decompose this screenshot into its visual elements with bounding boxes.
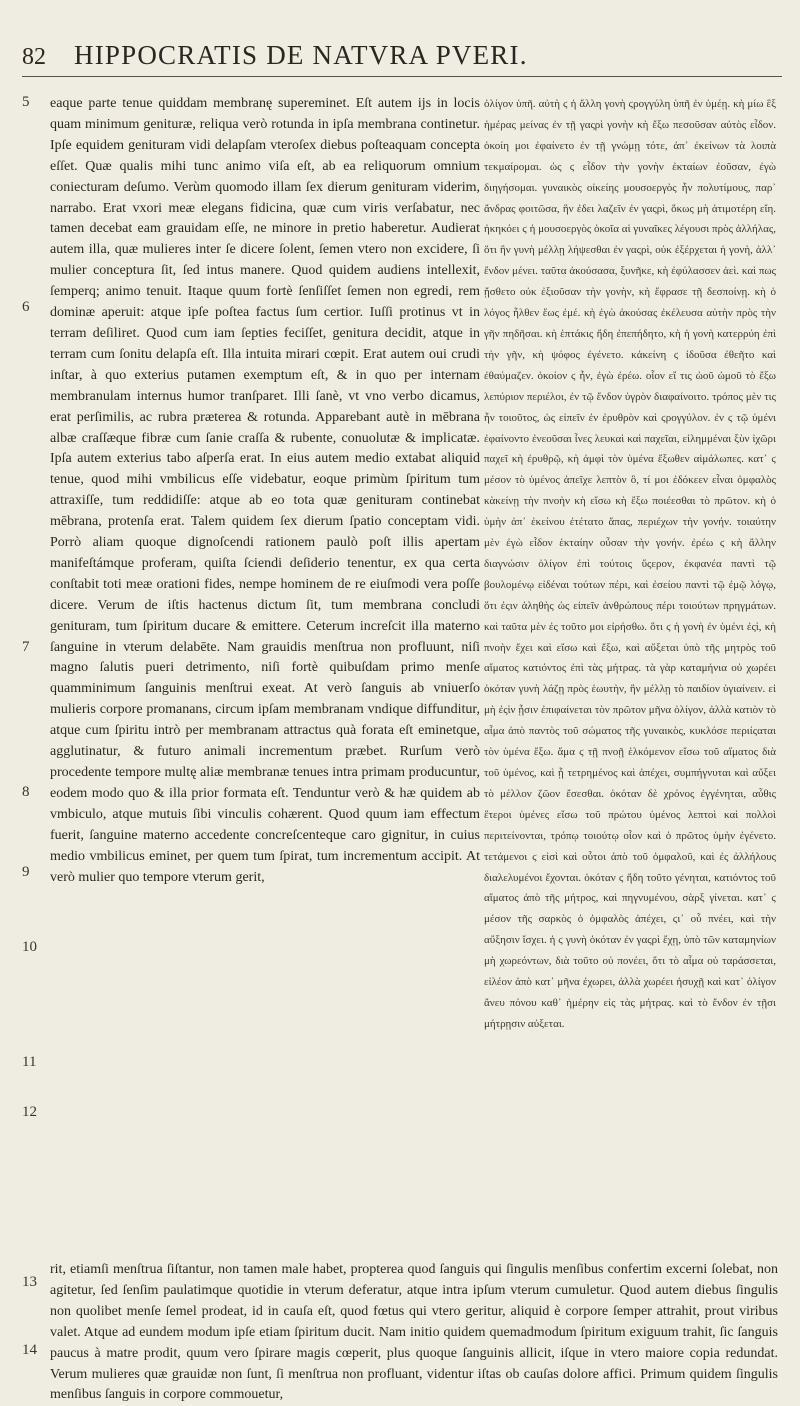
margin-number: 8 [22, 784, 30, 800]
latin-column [50, 94, 480, 888]
greek-paragraph: ὀλίγον ὑπῆ. αὐτὴ ϛ ἡ ἄλλη γονὴ ϛρογγύλη ὑπῆ ἐν ὑμέῃ. κὴ μίω ἓξ ἡμέρας μείνας ἐν τῇ γαςρὶ γονὴν κὴ ἔξω πεσοῦσαν αὐτὸς εἶδον. ὁκοίη μοι ἐφαίνετο ἐν τῇ γνώμῃ τότε, ἀπ᾽ ἐκείνων τὰ λοιπὰ τεκμαίρομαι. ὡς ϛ εἶδον τὴν γονὴν ἐκταίων ἐοῦσαν, ἐγὼ διηγήσομαι. γυναικὸς οἰκείης μουσοεργὸς ἦν πολυτίμους, παρ᾽ ἄνδρας φοιτῶσα, ἣν ἐδει λαζεῖν ἐν γαςρὶ, ὅκως μὴ ἀτιμοτέρη εἴη. ἠκηκόει ϛ ἡ μουσοεργὸς ὁκοῖα αἱ γυναῖκες λέγουσι πρὸς ἀλλήλας, ὅτι ἣν γυνὴ μέλλῃ λήψεσθαι ἐν γαςρὶ, οὐκ ἐξέρχεται ἡ γονὴ, ἀλλ᾽ ἔνδον μένει. ταῦτα ἀκούσασα, ξυνῆκε, κὴ ἐφύλασσεν ἀεὶ. καὶ πως ᾔσθετο οὐκ ἐξιοῦσαν τὴν γονὴν, κὴ ἔφρασε τῇ δεσποίνῃ. κὴ ὁ λόγος ἦλθεν ἕως ἐμέ. κὴ ἐγὼ ἀκούσας ἐκέλευσα αὐτὴν πρὸς τὴν γῆν πηδῆσαι. κὴ ἑπτάκις ἤδη ἐπεπήδητο, κὴ ἡ γονὴ κατερρύη ἐπὶ τὴν γῆν, κὴ ψόφος ἐγένετο. κἀκείνη ϛ ἰδοῦσα ἐθεῆτο καὶ ἐθαύμαζεν. ὁκοίον ϛ ἦν, ἐγὼ ἐρέω. οἷον εἴ τις ὠοῦ ὠμοῦ τὸ ἔξω λεπύριον περιέλοι, ἐν τῷ ἔνδον ὑγρὸν διαφαίνοιτο. τρόπος μὲν τις ἦν τοιοῦτος, ὡς εἰπεῖν ἐν ἐρυθρὸν καὶ ϛρογγύλον. ἐν ϛ τῷ ὑμένι ἐφαίνοντο ἐνεοῦσαι ἶνες λευκαὶ καὶ παχεῖαι, εἰλημμέναι ξὺν ἰχῶρι παχεῖ κὴ ἐρυθρῷ, κὴ ἀμφὶ τὸν ὑμένα ἔξωθεν αἱμάλωπες. κατ᾽ ϛ μέσον τὸ ὑμένος ἀπεῖχε λεπτὸν ὃ, τί μοι ἐδόκεεν εἶναι ὀμφαλὸς κὰκείνῃ τὴν πνοὴν κὴ εἴσω κὴ ἔξω ποιέεσθαι τὸ πρῶτον. κὴ ὁ ὑμὴν ἀπ᾽ ἐκείνου ἐτέτατο ἅπας, περιέχων τὴν γονήν. τοιαύτην μὲν ἐγὼ εἶδον ἑκταίην οὖσαν τὴν γονήν. ἐρέω ϛ κὴ ἄλλην διαγνώσιν ὀλίγον ἐπὶ τούτοις ὕςερον, ἐκφανέα παντὶ τῷ βουλομένῳ εἰδέναι τούτων πέρι, καὶ ἐσείου παντὶ τῷ ἐμῷ λόγῳ, ὅτι ἐςιν ἀληθὴς ὡς εἰπεῖν ἀνθρώπους πέρι τοιούτων πρηγμάτων. καὶ ταῦτα μὲν ἐς τοῦτο μοι εἰρήσθω. ὅτι ϛ ἡ γονὴ ἐν ὑμένι ἐςὶ, κὴ πνοὴν ἔχει καὶ εἴσω καὶ ἔξω, καὶ αὔξεται ὑπὸ τῆς μητρὸς τοῦ αἵματος κατιόντος ἐπὶ τὰς μήτρας. τὰ γὰρ καταμήνια οὐ χωρέει ὁκόταν γυνὴ λάζῃ πρὸς ἑωυτὴν, ἣν μέλλῃ τὸ παιδίον ὑγιαίνειν. εἰ μὴ ἐςὶν ᾗσιν ἐπιφαίνεται τὸν πρῶτον μῆνα ὀλίγον, ἀλλὰ κατιὸν τὸ αἷμα ἀπὸ παντὸς τοῦ σώματος τῆς γυναικὸς, κυκλόσε περιίςαται τὸν ὑμένα ἔξω. ἅμα ϛ τῇ πνοῇ ἑλκόμενον εἴσω τοῦ αἵματος διὰ τοῦ ὑμένος, καὶ ᾗ τετρημένος καὶ ἀπέχει, συμπήγνυται καὶ αὔξει τὸ μέλλον ζῶον ἔσεσθαι. ὁκόταν δὲ χρόνος ἐγγένηται, αὖθις ἕτεροι ὑμένες εἴσω τοῦ πρώτου ὑμένος λεπτοὶ καὶ πολλοὶ περιτείνονται, τρόπῳ τοιούτῳ οἷον καὶ ὁ πρῶτος ὑμὴν ἐγένετο. τετάμενοι ϛ εἰσὶ καὶ οὗτοι ἀπὸ τοῦ ὀμφαλοῦ, καὶ ἐς ἀλλήλους διαλελυμένοι ἔχονται. ὁκόταν ϛ ἤδη τοῦτο γένηται, κατιόντος τοῦ αἵματος ἀπὸ τῆς μήτρος, καὶ πηγνυμένου, σὰρξ γίνεται. κατ᾽ ϛ μέσον τῆς σαρκὸς ὁ ὀμφαλὸς ἀπέχει, ϛι᾽ οὗ πνέει, καὶ τὴν αὔξησιν ἴσχει. ἡ ϛ γυνὴ ὁκόταν ἐν γαςρὶ ἔχῃ, ὑπὸ τῶν καταμηνίων μὴ χωρεόντων, διὰ τοῦτο οὐ πονέει, ὅτι τὸ αἷμα οὐ ταράσσεται, εἰλέον ἀπὸ κατ᾽ μῆνα ἐχωρει, ἀλλὰ χωρέει ἡσυχῇ καὶ κατ᾽ ὀλίγον ἄνευ πόνου καθ᾽ ἡμέρην εἰς τὰς μήτρας. καὶ τὸ ἔνδον ἐν τῇσι μήτρῃσιν αὐξεται. [484, 98, 776, 1030]
greek-column [484, 94, 776, 1035]
margin-number: 6 [22, 299, 30, 315]
margin-number: 13 [22, 1274, 37, 1290]
margin-number: 9 [22, 864, 30, 880]
running-title: HIPPOCRATIS DE NATVRA PVERI. [74, 40, 528, 70]
margin-number: 12 [22, 1104, 37, 1120]
margin-number: 11 [22, 1054, 37, 1070]
page-number: 82 [22, 44, 46, 70]
margin-number: 7 [22, 639, 30, 655]
latin-paragraph: eaque parte tenue quiddam membranę supereminet. Eſt autem ijs in locis quam minimum genituræ, reliqua verò rotunda in ipſa membrana continetur. Ipſe equidem genituram vidi delapſam vteroſex diebus poſteaquam concepta eſſet. Quæ qualis mihi tunc animo viſa eſt, ab ea reliquorum omnium coniecturam deſumo. Verùm quomodo illam ſex dierum genituram viderim, narrabo. Erat vxori meæ elegans fidicina, quæ cum viris verſabatur, nec tamen decebat eam grauidam eſſe, ne minore in pretio haberetur. Audierat autem illa, quæ mulieres inter ſe dicere ſolent, ſemen vtero non excidere, ſi mulier conceptura ſit, ſed intus manere. Quod quidem audiens intellexit, ſemperq; animo tenuit. Itaque quum fortè ſenſiſſet ſemen non egredi, rem dominæ aperuit: atque ipſe poſtea factus ſum certior. Iuſſi protinus vt in terram deſiliret. Quod cum iam ſepties feciſſet, genitura decidit, atque in terram cum ſonitu delapſa eſt. Illa intuita mirari cœpit. Erat autem oui crudi inſtar, à quo exterius putamen exemptum eſt, & in quo per internam membranulam internus humor tranſparet. Illi ſanè, vt vno verbo dicamus, erat perſimilis, ac rubra præterea & rotunda. Apparebant autè in mēbrana albæ craſſæque fibræ cum ſanie craſſa & rubente, conuolutæ & implicatæ. Ipſa autem exterius tabo aſperſa erat. In eius autem medio extabat aliquid tenue, quod mihi vmbilicus eſſe videbatur, eoque primùm ſpiritum tum attraxiſſe, tum reddidiſſe: atque ab eo tota quæ genituram continebat mēbrana, protenſa erat. Talem quidem ſex dierum ſpatio conceptam vidi. Porrò aliam quoque dignoſcendi rationem paulò poſt illis apertam manifeſtámque proferam, quiſta ſciendi deſiderio tenentur, ex qua certa conſtabit toti meæ orationi fides, nempe hominem de re eiuſmodi vera poſſe dicere. Verum de iſtis hactenus dictum ſit, tum membrana concludi genituram, tum ſpiritum ducare & emittere. Ceterum increſcit illa materno ſanguine in vterum delabēte. Nam grauidis menſtrua non profluunt, niſi magno ſalutis pueri detrimento, niſi fortè quibuſdam primo menſe quamminimum ſanguinis menſtrui exeat. At verò ſanguis ab vniuerſo mulieris corpore promanans, circum ipſam membranam vndique diffunditur, atque cum ſpiritu intrò per membranam attractus quà forata eſt eminetque, agglutinatur, & futuro animali incrementum præbet. Rurſum verò procedente tempore multę aliæ membranæ tenues intra primam producuntur, eodem modo quo & illa prior formata eſt. Tenduntur verò & hæ quidem ab vmbiculo, atque mutuis ſibi vinculis cohærent. Quod quum iam effectum fuerit, ſanguine materno accedente concreſcenteque caro gignitur, in cuius medio vmbilicus eminet, per quem tum ſpirat, tum incrementum accipit. At verò mulier quo tempore vterum gerit, [50, 96, 480, 885]
full-width-latin-text [50, 1260, 778, 1406]
margin-number: 5 [22, 94, 30, 110]
latin-paragraph-bottom: rit, etiamſi menſtrua ſiſtantur, non tamen male habet, propterea quod ſanguis qui ſingulis menſibus confertim excerni ſolebat, non agitetur, ſed ſenſim paulatimque quotidie in vterum deferatur, atque intra ipſum vterum cumuletur. Quod autem diebus ſingulis non quolibet menſe ſemel prodeat, id in cauſa eſt, quod fœtus qui vtero geritur, aliquid è corpore ſemper attrahit, prout viribus valet. Atque ad eundem modum ipſe etiam ſpiritum ducit. Nam initio quidem quemadmodum ſpiritum exiguum trahit, ſic ſanguis paucus à matre prodit, quum vero ſpirare magis cœperit, plus quoque ſanguinis allicit, iſque in vtero maiore copia redundat. Verum mulieres quæ grauidæ non ſunt, ſi menſtrua non profluant, videntur iſtas ob cauſas dolore affici. Primum quidem ſingulis menſibus ſanguis in corpore commouetur, [50, 1262, 778, 1403]
margin-number: 14 [22, 1342, 37, 1358]
margin-number: 10 [22, 939, 37, 955]
page-header [22, 40, 782, 77]
